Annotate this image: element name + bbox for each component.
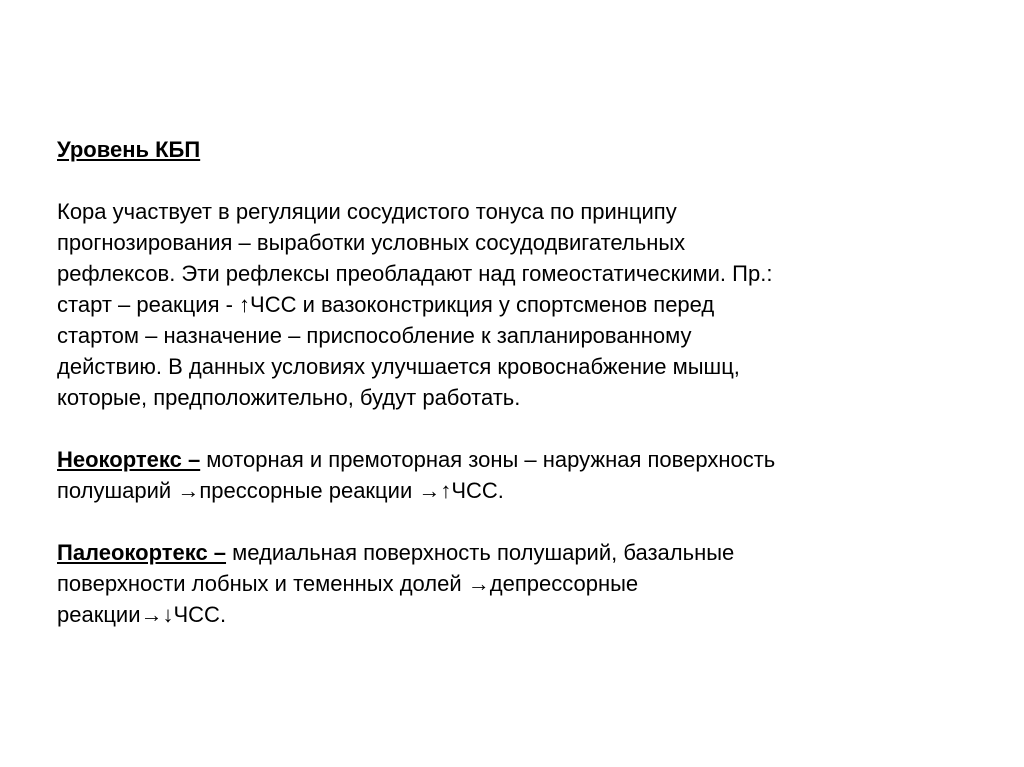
spacer: [57, 506, 977, 537]
paragraph-line: стартом – назначение – приспособление к запланированному: [57, 323, 692, 348]
neocortex-paragraph: [57, 444, 977, 506]
paleocortex-term: Палеокортекс –: [57, 540, 227, 565]
paragraph-line: старт – реакция - ↑ЧСС и вазоконстрикция у спортсменов перед: [57, 292, 715, 317]
paragraph-line: Кора участвует в регуляции сосудистого тонуса по принципу: [57, 199, 677, 224]
slide-content: [57, 134, 977, 630]
paleocortex-line-3: реакции→↓ЧСС.: [57, 602, 227, 627]
paleocortex-paragraph: [57, 537, 977, 630]
paragraph-line: рефлексов. Эти рефлексы преобладают над гомеостатическими. Пр.:: [57, 261, 773, 286]
paleocortex-line-2: поверхности лобных и теменных долей →депрессорные: [57, 571, 639, 596]
neocortex-line-2: полушарий →прессорные реакции →↑ЧСС.: [57, 478, 504, 503]
spacer: [57, 165, 977, 196]
slide-title: Уровень КБП: [57, 137, 201, 162]
paleocortex-text: медиальная поверхность полушарий, базальные: [226, 540, 735, 565]
spacer: [57, 413, 977, 444]
cortex-paragraph: [57, 196, 977, 413]
paragraph-line: прогнозирования – выработки условных сосудодвигательных: [57, 230, 686, 255]
paragraph-line: действию. В данных условиях улучшается кровоснабжение мышц,: [57, 354, 740, 379]
neocortex-term: Неокортекс –: [57, 447, 201, 472]
neocortex-text: моторная и премоторная зоны – наружная поверхность: [200, 447, 776, 472]
neocortex-line-1: [57, 444, 977, 475]
paragraph-line: которые, предположительно, будут работать.: [57, 385, 521, 410]
paleocortex-line-1: [57, 537, 977, 568]
